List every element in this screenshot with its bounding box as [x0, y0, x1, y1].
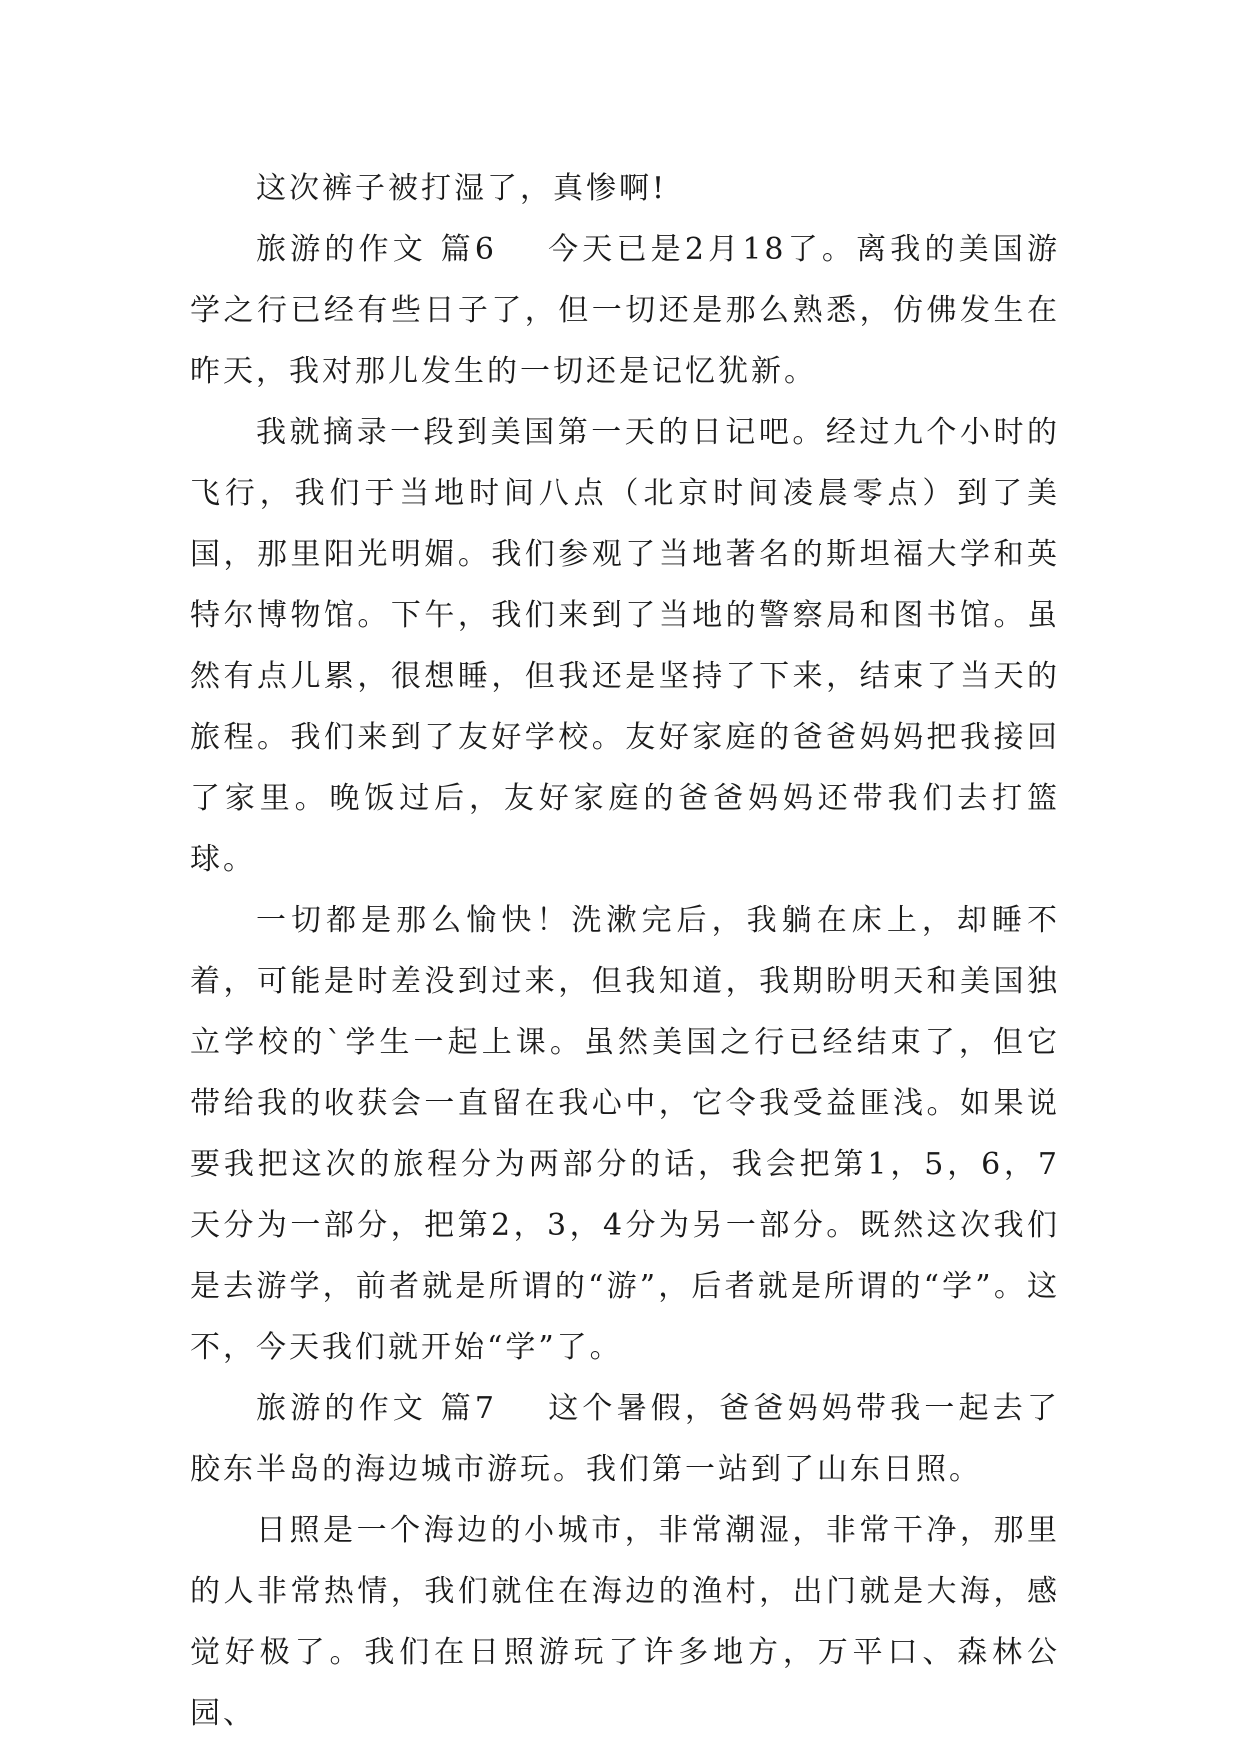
- paragraph-2: [190, 219, 1060, 402]
- paragraph-1: [190, 158, 1060, 219]
- section-heading-6: 旅游的作文 篇6: [256, 232, 497, 267]
- paragraph-text: 这个暑假，爸爸妈妈带我一起去了胶东半岛的海边城市游玩。我们第一站到了山东日照。: [190, 1391, 1060, 1487]
- article-body: [190, 158, 1060, 1744]
- paragraph-text: 一切都是那么愉快！洗漱完后，我躺在床上，却睡不着，可能是时差没到过来，但我知道，我期盼明天和美国独立学校的`学生一起上课。虽然美国之行已经结束了，但它带给我的收获会一直留在我心中，它令我受益匪浅。如果说要我把这次的旅程分为两部分的话，我会把第1，5，6，7天分为一部分，把第2，3，4分为另一部分。既然这次我们是去游学，前者就是所谓的“游”，后者就是所谓的“学”。这不，今天我们就开始“学”了。: [190, 903, 1060, 1365]
- paragraph-text: 今天已是2月18了。离我的美国游学之行已经有些日子了，但一切还是那么熟悉，仿佛发生在昨天，我对那儿发生的一切还是记忆犹新。: [190, 232, 1060, 389]
- paragraph-3: [190, 402, 1060, 890]
- paragraph-text: 这次裤子被打湿了，真惨啊!: [256, 171, 668, 206]
- paragraph-5: [190, 1378, 1060, 1500]
- section-heading-7: 旅游的作文 篇7: [256, 1391, 498, 1426]
- paragraph-text: 我就摘录一段到美国第一天的日记吧。经过九个小时的飞行，我们于当地时间八点（北京时间凌晨零点）到了美国，那里阳光明媚。我们参观了当地著名的斯坦福大学和英特尔博物馆。下午，我们来到了当地的警察局和图书馆。虽然有点儿累，很想睡，但我还是坚持了下来，结束了当天的旅程。我们来到了友好学校。友好家庭的爸爸妈妈把我接回了家里。晚饭过后，友好家庭的爸爸妈妈还带我们去打篮球。: [190, 415, 1060, 877]
- paragraph-6: [190, 1500, 1060, 1744]
- paragraph-text: 日照是一个海边的小城市，非常潮湿，非常干净，那里的人非常热情，我们就住在海边的渔村，出门就是大海，感觉好极了。我们在日照游玩了许多地方，万平口、森林公园、: [190, 1513, 1060, 1731]
- paragraph-4: [190, 890, 1060, 1378]
